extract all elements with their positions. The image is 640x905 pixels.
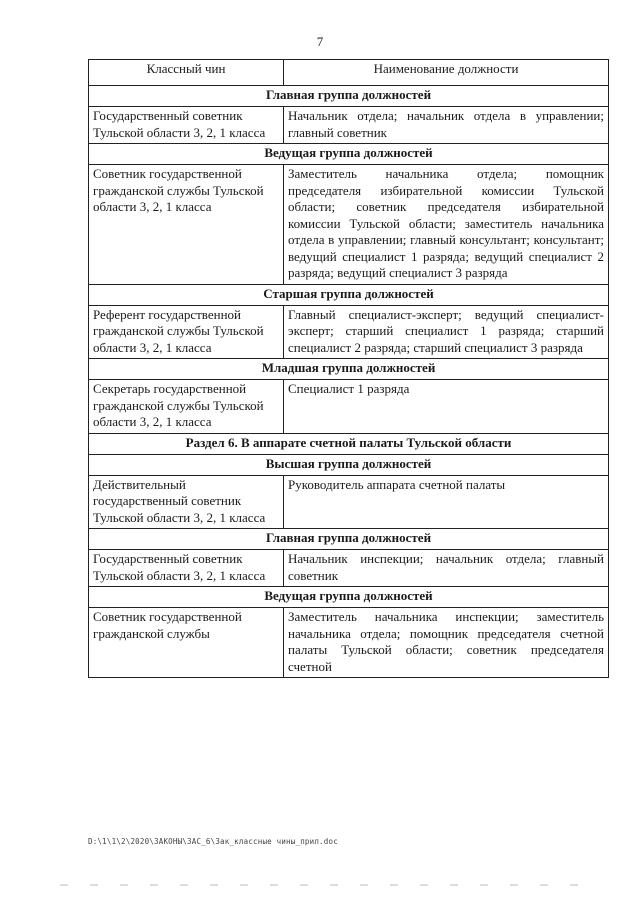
rank-cell: Советник государственной гражданской службы [89, 608, 284, 678]
position-cell: Руководитель аппарата счетной палаты [284, 475, 609, 529]
table-row [89, 608, 609, 678]
group-heading: Главная группа должностей [89, 86, 609, 107]
group-row [89, 284, 609, 305]
group-row [89, 359, 609, 380]
footer-file-path: D:\1\1\2\2020\ЗАКОНЫ\ЗАС_6\Зак_классные чины_прил.doc [88, 837, 338, 846]
group-heading: Главная группа должностей [89, 529, 609, 550]
table-row [89, 305, 609, 359]
position-cell: Начальник инспекции; начальник отдела; главный советник [284, 550, 609, 587]
table-row [89, 107, 609, 144]
column-header-position: Наименование должности [284, 60, 609, 86]
rank-cell: Референт государственной гражданской службы Тульской области 3, 2, 1 класса [89, 305, 284, 359]
position-cell: Заместитель начальника отдела; помощник председателя избирательной комиссии Тульской области; советник председателя избирательной комиссии Тульской области; заместитель начальника отдела в управлении; главный консультант; консультант; ведущий специалист 1 разряда; ведущий специалист 2 разряда; ведущий специалист 3 разряда [284, 165, 609, 285]
group-heading: Ведущая группа должностей [89, 144, 609, 165]
group-heading: Старшая группа должностей [89, 284, 609, 305]
page-number: 7 [316, 34, 324, 49]
section-row [89, 433, 609, 454]
position-cell: Заместитель начальника инспекции; заместитель начальника отдела; помощник председателя счетной палаты Тульской области; советник председателя счетной [284, 608, 609, 678]
group-row [89, 86, 609, 107]
table-row [89, 380, 609, 434]
position-cell: Специалист 1 разряда [284, 380, 609, 434]
rank-cell: Государственный советник Тульской области 3, 2, 1 класса [89, 550, 284, 587]
group-row [89, 144, 609, 165]
scan-artifact-line [60, 884, 600, 886]
rank-cell: Секретарь государственной гражданской службы Тульской области 3, 2, 1 класса [89, 380, 284, 434]
section-heading: Раздел 6. В аппарате счетной палаты Тульской области [89, 433, 609, 454]
group-row [89, 529, 609, 550]
group-heading: Ведущая группа должностей [89, 587, 609, 608]
column-header-rank: Классный чин [89, 60, 284, 86]
rank-cell: Государственный советник Тульской области 3, 2, 1 класса [89, 107, 284, 144]
position-cell: Главный специалист-эксперт; ведущий специалист-эксперт; старший специалист 1 разряда; старший специалист 2 разряда; старший специалист 3 разряда [284, 305, 609, 359]
rank-cell: Советник государственной гражданской службы Тульской области 3, 2, 1 класса [89, 165, 284, 285]
group-heading: Высшая группа должностей [89, 454, 609, 475]
table-row [89, 475, 609, 529]
group-row [89, 587, 609, 608]
rank-position-table [88, 59, 609, 678]
group-heading: Младшая группа должностей [89, 359, 609, 380]
table-header-row [89, 60, 609, 86]
position-cell: Начальник отдела; начальник отдела в управлении; главный советник [284, 107, 609, 144]
table-row [89, 165, 609, 285]
group-row [89, 454, 609, 475]
table-row [89, 550, 609, 587]
rank-cell: Действительный государственный советник Тульской области 3, 2, 1 класса [89, 475, 284, 529]
